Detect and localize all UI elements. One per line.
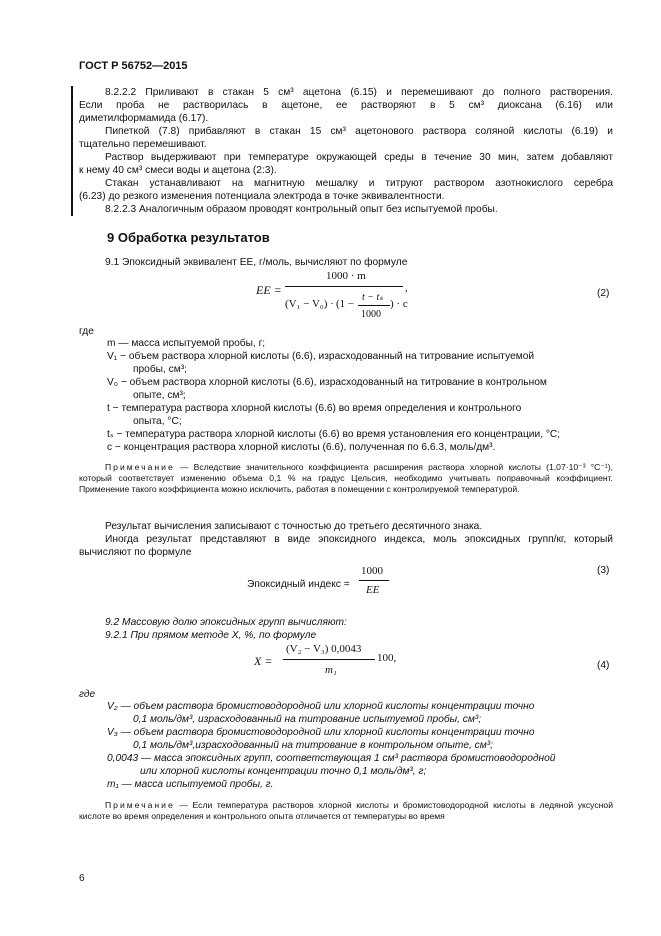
eq4-denominator: m₁ bbox=[325, 664, 337, 676]
paragraph-line: Стакан устанавливают на магнитную мешалку и титруют раствором азотнокислого серебра bbox=[105, 178, 613, 189]
eq2-comma: , bbox=[405, 282, 408, 294]
eq4-number: (4) bbox=[597, 660, 610, 671]
document-header: ГОСТ Р 56752—2015 bbox=[79, 60, 188, 72]
definition-item: V₂ — объем раствора бромистоводородной или хлорной кислоты концентрации точно bbox=[107, 701, 535, 712]
paragraph-precision: Результат вычисления записывают с точностью до третьего десятичного знака. bbox=[105, 521, 483, 532]
definition-item: 0,1 моль/дм³, израсходованный на титрование испытуемой пробы, см³; bbox=[133, 714, 482, 725]
where-label-2: где bbox=[79, 689, 96, 700]
definition-item: V₀ − объем раствора хлорной кислоты (6.6), израсходованный на титрование в контрольном bbox=[107, 377, 547, 388]
change-bar bbox=[71, 86, 73, 216]
eq4-factor: 100, bbox=[377, 652, 397, 664]
eq2-den-a: (V₁ − V₀) · bbox=[285, 298, 334, 310]
definition-item: tₛ − температура раствора хлорной кислоты (6.6) во время установления его концентрации, °C; bbox=[107, 429, 561, 440]
eq3-numerator: 1000 bbox=[361, 565, 383, 577]
eq3-number: (3) bbox=[597, 565, 610, 576]
note-label: Примечание bbox=[105, 462, 175, 472]
eq2-inner-num: t − tₛ bbox=[362, 292, 384, 303]
definition-item: m — масса испытуемой пробы, г; bbox=[107, 338, 266, 349]
paragraph-line: тщательно перемешивают. bbox=[79, 139, 207, 150]
note-1 bbox=[79, 462, 613, 495]
definition-item: опыте, см³; bbox=[133, 390, 186, 401]
paragraph-8-2-2-3: 8.2.2.3 Аналогичным образом проводят контрольный опыт без испытуемой пробы. bbox=[105, 204, 498, 215]
definition-item: t − температура раствора хлорной кислоты (6.6) во время определения и контрольного bbox=[107, 403, 522, 414]
paragraph-line: к нему 40 см³ смеси воды и ацетона (2:3). bbox=[79, 165, 277, 176]
paragraph-line: 8.2.2.2 Приливают в стакан 5 см³ ацетона (6.15) и перемешивают до полного растворения. bbox=[105, 87, 613, 98]
eq4-numerator: (V₂ − V₃) 0,0043 bbox=[286, 643, 362, 655]
definition-item: 0,1 моль/дм³,израсходованный на титрование в контрольном опыте, см³; bbox=[133, 740, 493, 751]
section-title: 9 Обработка результатов bbox=[107, 230, 270, 245]
eq2-number: (2) bbox=[597, 288, 610, 299]
definition-item: 0,0043 — масса эпоксидных групп, соответствующая 1 см³ раствора бромистоводородной bbox=[107, 753, 556, 764]
eq2-den-open: (1 − bbox=[336, 298, 355, 310]
paragraph-line: Раствор выдерживают при температуре окружающей среды в течение 30 мин, затем добавляют bbox=[105, 152, 613, 163]
definition-item: V₁ − объем раствора хлорной кислоты (6.6), израсходованный на титрование испытуемой bbox=[107, 351, 535, 362]
paragraph-8-2-2-2 bbox=[79, 86, 613, 216]
paragraph-line: (6.23) до резкого изменения потенциала электрода в точке эквивалентности. bbox=[79, 191, 445, 202]
paragraph-line: диметилформамида (6.17). bbox=[79, 113, 209, 124]
paragraph-index bbox=[79, 533, 613, 559]
eq2-den-close: ) · c bbox=[390, 298, 408, 310]
paragraph-9-1: 9.1 Эпоксидный эквивалент EE, г/моль, вычисляют по формуле bbox=[105, 257, 408, 268]
eq4-lhs: X = bbox=[254, 654, 273, 668]
paragraph-9-2-1: 9.2.1 При прямом методе X, %, по формуле bbox=[105, 630, 317, 641]
eq2-numerator: 1000 · m bbox=[326, 270, 366, 282]
eq3-fraction-bar bbox=[359, 580, 389, 581]
paragraph-line: Пипеткой (7.8) прибавляют в стакан 15 см³ ацетонового раствора соляной кислоты (6.19) и bbox=[105, 126, 613, 137]
eq2-inner-bar bbox=[358, 305, 390, 306]
page-number: 6 bbox=[79, 873, 85, 884]
note-text: — Если температура растворов хлорной кислоты и бромистоводородной кислоты в ледяной уксусной кислоте во время определения и контрольного опыта отличается от температуры во время bbox=[79, 800, 613, 821]
paragraph-line: Если проба не растворилась в ацетоне, ее растворяют в 5 см³ диоксана (6.16) или bbox=[79, 100, 613, 111]
eq2-fraction-bar bbox=[285, 286, 403, 287]
paragraph-line: вычисляют по формуле bbox=[79, 547, 192, 558]
eq3-lhs: Эпоксидный индекс = bbox=[247, 579, 350, 590]
eq2-inner-den: 1000 bbox=[361, 309, 381, 320]
definition-item: m₁ — масса испытуемой пробы, г. bbox=[107, 779, 274, 790]
definition-item: или хлорной кислоты концентрации точно 0,1 моль/дм³, г; bbox=[140, 766, 427, 777]
note-2 bbox=[79, 800, 613, 822]
eq3-denominator: EE bbox=[366, 584, 380, 596]
definition-item: пробы, см³; bbox=[133, 364, 187, 375]
paragraph-line: Иногда результат представляют в виде эпоксидного индекса, моль эпоксидных групп/кг, который bbox=[105, 534, 613, 545]
eq2-lhs: EE = bbox=[256, 283, 282, 297]
where-label: где bbox=[79, 326, 94, 337]
paragraph-9-2: 9.2 Массовую долю эпоксидных групп вычисляют: bbox=[105, 617, 347, 628]
definition-item: опыта, °C; bbox=[133, 416, 182, 427]
definition-item: c − концентрация раствора хлорной кислоты (6.6), полученная по 6.6.3, моль/дм³. bbox=[107, 442, 496, 453]
definition-item: V₃ — объем раствора бромистоводородной или хлорной кислоты концентрации точно bbox=[107, 727, 535, 738]
eq4-fraction-bar bbox=[283, 659, 375, 660]
note-text: — Вследствие значительного коэффициента расширения раствора хлорной кислоты (1,07·10⁻³ °C⁻¹), который соответствует изменению объема 0,1 % на градус Цельсия, необходимо учитывать поправочный коэффициент. Применение такого коэффициента можно исключить, работая в помещении с контролируемой температурой. bbox=[79, 462, 614, 494]
note-label: Примечание bbox=[105, 800, 175, 810]
